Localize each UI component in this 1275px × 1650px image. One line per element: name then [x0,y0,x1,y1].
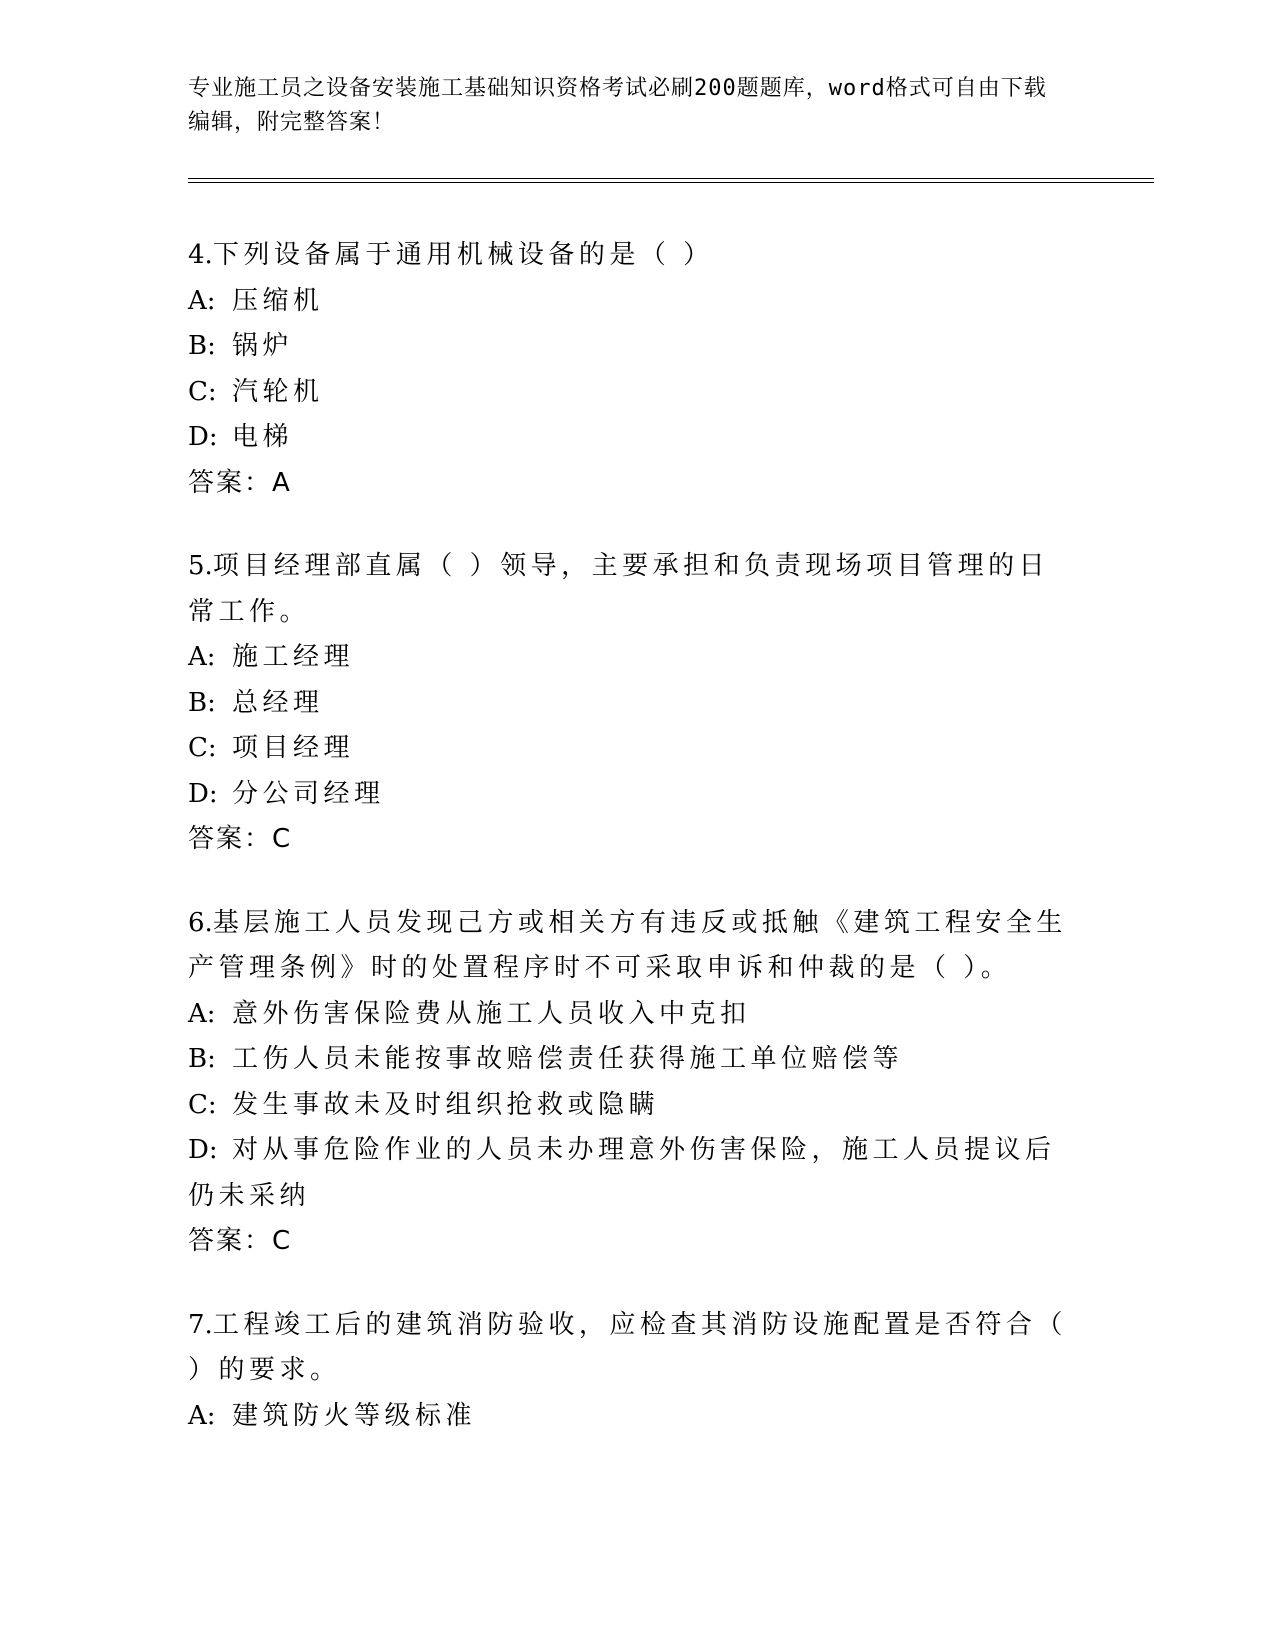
option-letter: D: [188,1135,218,1165]
option-text: 汽轮机 [232,376,324,407]
question-text: 工程竣工后的建筑消防验收，应检查其消防设施配置是否符合（ ）的要求。 [188,1309,1080,1385]
question-7 [188,1303,1078,1440]
option-b [188,681,1078,727]
option-c [188,726,1078,772]
option-text: 压缩机 [232,285,324,316]
option-text: 意外伤害保险费从施工人员收入中克扣 [232,998,751,1029]
question-stem [188,1303,1078,1394]
question-6 [188,901,1078,1265]
option-text: 分公司经理 [232,778,385,809]
option-d [188,1128,1078,1219]
option-d [188,772,1078,818]
option-a [188,635,1078,681]
question-5 [188,544,1078,863]
question-4 [188,233,1078,506]
option-letter: A: [188,642,216,672]
option-text: 电梯 [232,422,294,452]
option-letter: A: [188,998,216,1029]
question-number: 4. [188,240,213,270]
option-letter: D: [188,422,218,452]
question-number: 7. [188,1309,213,1340]
option-text: 总经理 [232,687,324,718]
option-letter: B: [188,687,216,718]
option-letter: D: [188,778,218,809]
answer-line: 答案：A [188,467,292,498]
option-b [188,324,1078,370]
option-letter: C: [188,1089,217,1120]
option-letter: A: [188,1400,216,1431]
option-text: 工伤人员未能按事故赔偿责任获得施工单位赔偿等 [232,1044,904,1074]
option-letter: B: [188,331,216,361]
option-letter: C: [188,376,217,407]
document-header: 专业施工员之设备安装施工基础知识资格考试必刷200题题库，word格式可自由下载编辑，附完整答案！ [188,76,1047,135]
option-c [188,370,1078,416]
option-letter: B: [188,1044,216,1074]
question-number: 6. [188,907,213,938]
header-rule-top [188,178,1154,179]
question-text: 项目经理部直属（ ）领导，主要承担和负责现场项目管理的日常工作。 [188,551,1050,627]
question-stem [188,901,1078,992]
question-number: 5. [188,551,213,581]
question-stem [188,544,1078,635]
option-a [188,279,1078,325]
question-text: 下列设备属于通用机械设备的是（ ） [212,240,714,270]
option-text: 项目经理 [232,733,355,763]
option-text: 建筑防火等级标准 [232,1400,477,1431]
option-text: 发生事故未及时组织抢救或隐瞒 [232,1089,660,1120]
option-text: 对从事危险作业的人员未办理意外伤害保险，施工人员提议后仍未采纳 [188,1135,1056,1211]
option-a [188,1394,1078,1440]
option-letter: A: [188,285,216,316]
question-text: 基层施工人员发现己方或相关方有违反或抵触《建筑工程安全生产管理条例》时的处置程序时不可采取申诉和仲裁的是（ ）。 [188,907,1067,983]
option-b [188,1037,1078,1083]
question-list [188,233,1078,1477]
option-text: 施工经理 [232,642,355,672]
question-stem [188,233,1078,279]
option-letter: C: [188,733,217,763]
answer-line: 答案：C [188,824,293,854]
option-a [188,992,1078,1038]
option-text: 锅炉 [232,331,294,361]
header-rule-bottom [188,182,1154,183]
option-d [188,415,1078,461]
answer-line: 答案：C [188,1226,293,1256]
option-c [188,1083,1078,1129]
